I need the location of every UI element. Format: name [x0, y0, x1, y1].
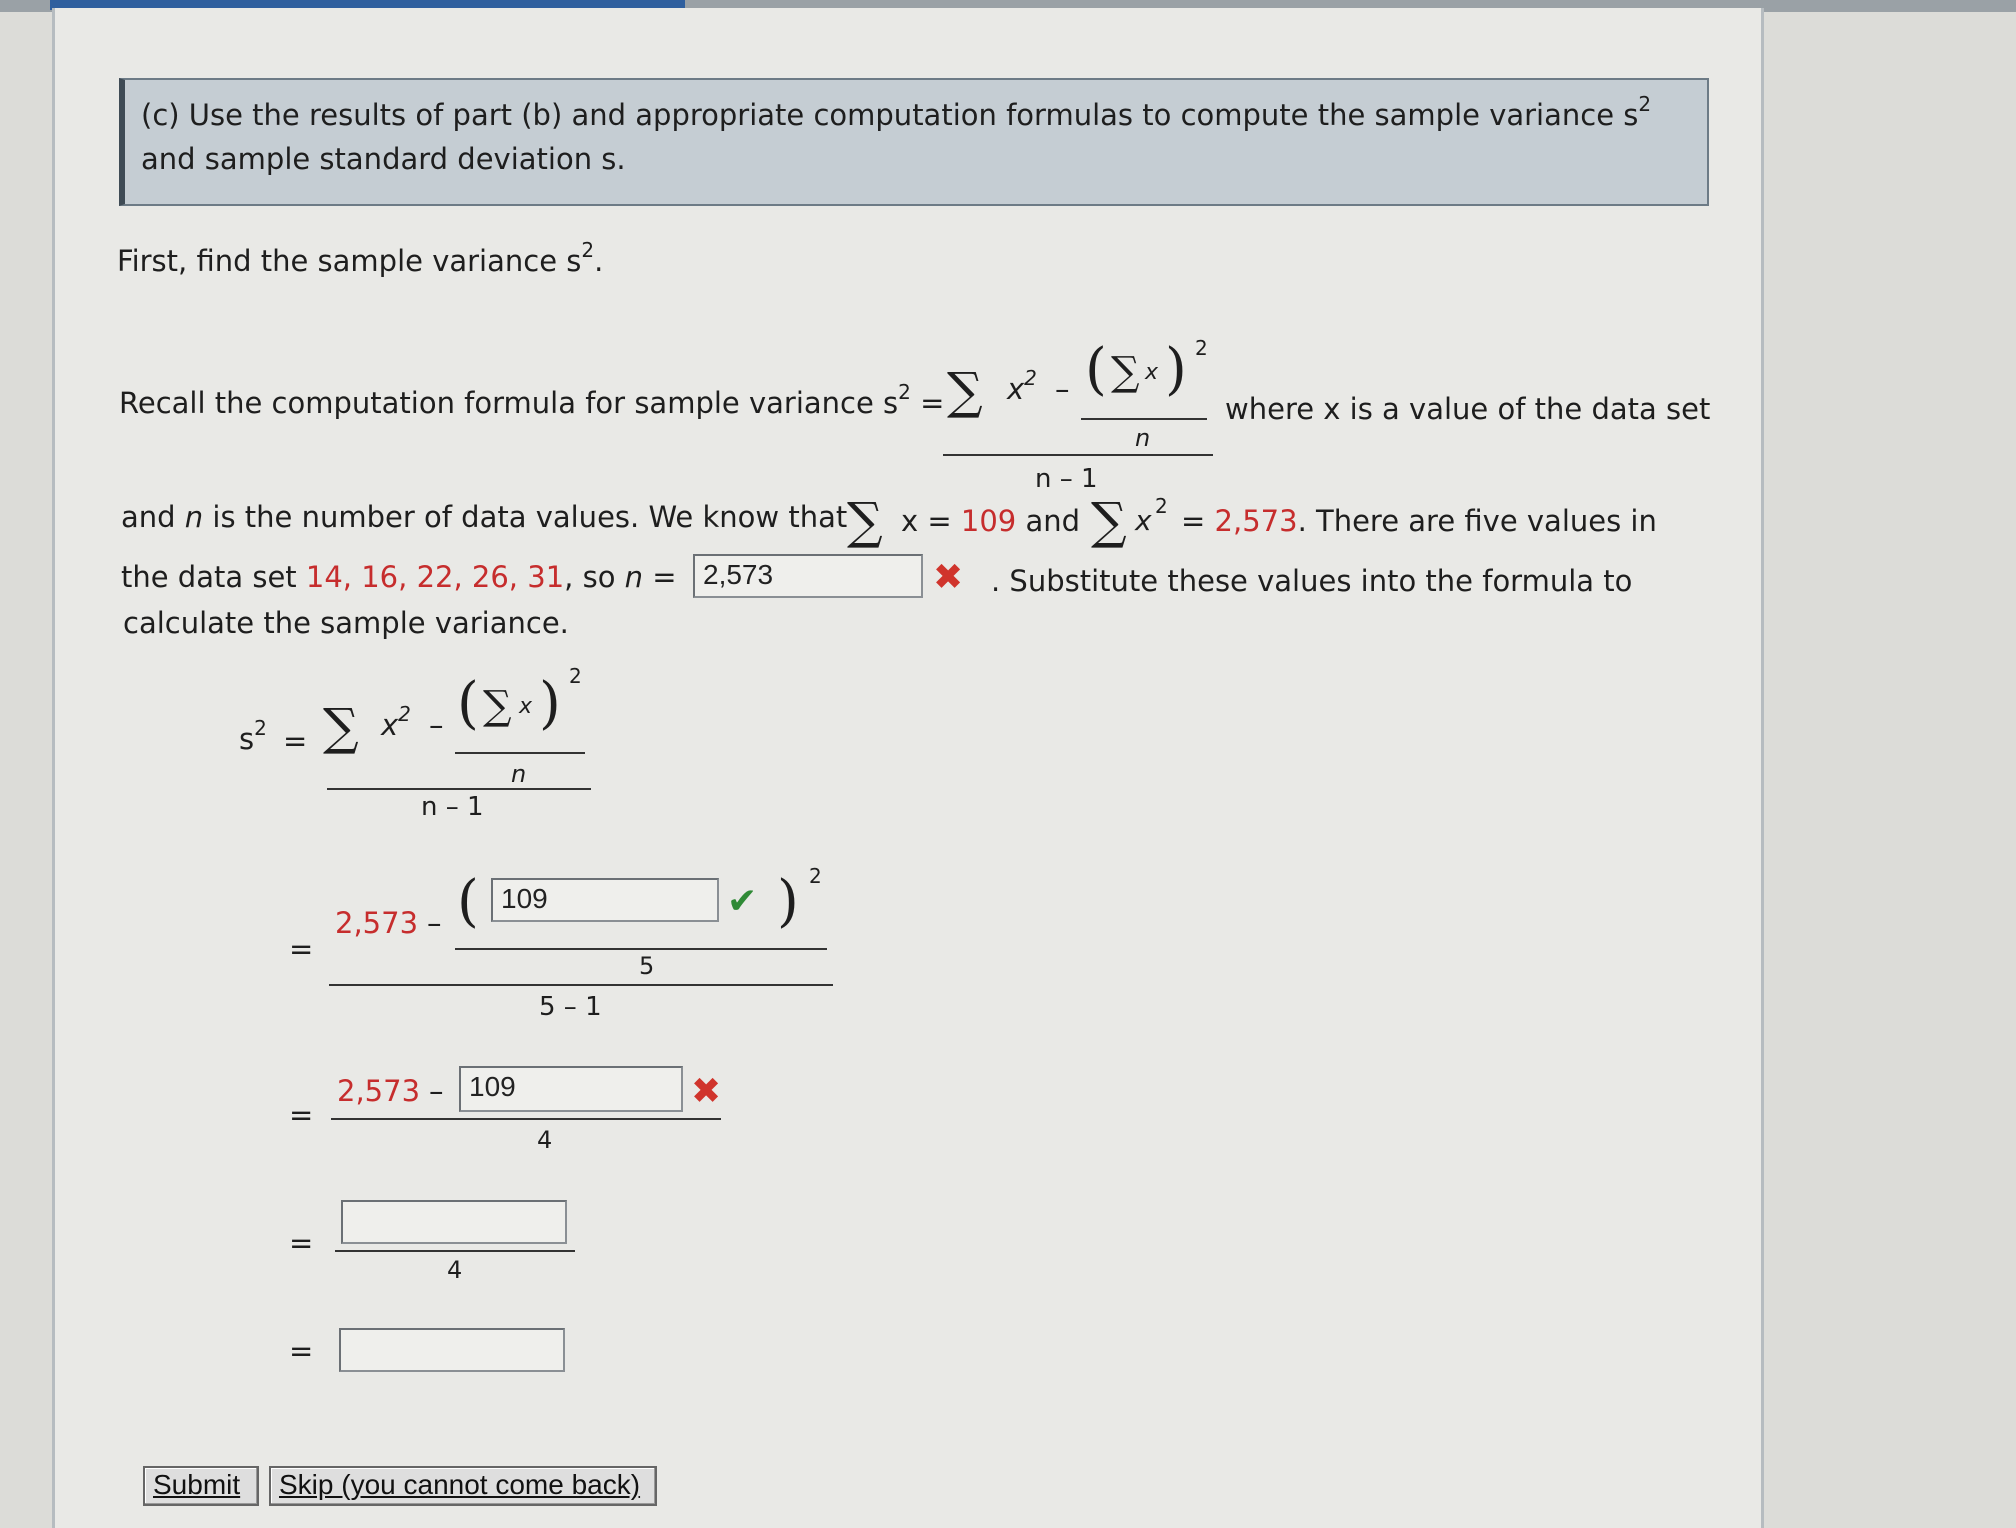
calc-inner-x: x — [519, 694, 533, 719]
sum-x-value: 109 — [960, 504, 1017, 538]
step1-left-paren: ( — [457, 869, 479, 934]
formula-n: n — [1135, 424, 1151, 452]
calc-right-paren: ) — [539, 671, 561, 736]
step1-divisor: 5 — [639, 952, 655, 980]
prompt-text: (c) Use the results of part (b) and appropriate computation formulas to compute the sample variance s — [141, 98, 1639, 132]
step1-right-paren: ) — [777, 869, 799, 934]
wrong-mark-icon: ✖ — [691, 1071, 722, 1112]
sigma-icon: ∑ — [847, 492, 883, 550]
skip-button[interactable]: Skip (you cannot come back) — [269, 1466, 657, 1506]
sum-x2-line — [1181, 504, 1657, 538]
sum-x2-exponent: 2 — [1155, 494, 1168, 518]
and-word-2: and — [1025, 504, 1081, 538]
submit-button[interactable]: Submit — [143, 1466, 259, 1506]
step2-sumx2: 2,573 — [337, 1074, 421, 1108]
substitute-text: . Substitute these values into the formula to — [991, 564, 1633, 598]
first-text: First, find the sample variance s — [117, 244, 582, 278]
formula-denominator: n – 1 — [1035, 464, 1098, 494]
sigma-icon: ∑ — [323, 698, 359, 756]
step2-bar — [331, 1118, 721, 1120]
formula-right-paren: ) — [1165, 337, 1187, 402]
formula-x2 — [1007, 366, 1037, 406]
five-values-text: . There are five values in — [1297, 504, 1657, 538]
s2-equals: = — [283, 724, 308, 758]
step1-exponent: 2 — [809, 864, 822, 888]
prompt-line-1 — [141, 92, 1652, 132]
step1-main-bar — [329, 984, 833, 986]
formula-exponent: 2 — [1195, 336, 1208, 360]
calc-x: x — [381, 708, 399, 742]
wrong-mark-icon: ✖ — [933, 557, 964, 598]
first-instruction — [117, 238, 604, 278]
s-superscript: 2 — [254, 716, 267, 740]
sum-x-line — [901, 504, 1080, 538]
formula-x: x — [1007, 372, 1025, 406]
step1-sumx-input[interactable]: 109 — [491, 878, 719, 922]
first-superscript: 2 — [581, 238, 595, 262]
calc-x2 — [381, 702, 411, 742]
step1-equals: = — [289, 932, 314, 966]
calc-main-bar — [327, 788, 591, 790]
step2-denominator: 4 — [537, 1126, 553, 1154]
calc-square: 2 — [398, 702, 411, 726]
step3-bar — [335, 1250, 575, 1252]
we-know-text: is the number of data values. We know that — [212, 500, 848, 534]
sum-x2-x: x — [1135, 504, 1152, 537]
calc-n: n — [511, 760, 527, 788]
step1-minus: – — [427, 906, 442, 940]
para-line-2 — [121, 560, 677, 594]
equals-2: = — [1181, 504, 1206, 538]
so-text: , so — [564, 560, 616, 594]
first-period: . — [594, 244, 604, 278]
and-word: and — [121, 500, 176, 534]
formula-inner-bar — [1081, 418, 1207, 420]
sigma-icon: ∑ — [1111, 349, 1140, 395]
step4-input[interactable] — [339, 1328, 565, 1372]
calc-denominator: n – 1 — [421, 792, 484, 822]
recall-label: Recall the computation formula for sample variance s — [119, 386, 899, 420]
step4-equals: = — [289, 1334, 314, 1368]
calc-exponent: 2 — [569, 664, 582, 688]
sigma-icon: ∑ — [1091, 492, 1127, 550]
formula-minus: – — [1055, 372, 1070, 406]
prompt-superscript: 2 — [1638, 92, 1652, 116]
formula-main-bar — [943, 454, 1213, 456]
step1-sumx2: 2,573 — [335, 906, 419, 940]
data-set-text: the data set — [121, 560, 297, 594]
s-letter: s — [239, 722, 255, 756]
x-equals: x = — [901, 504, 952, 538]
sigma-icon: ∑ — [947, 362, 983, 420]
formula-left-paren: ( — [1085, 337, 1107, 402]
n-equals: n = — [624, 560, 677, 594]
step2-minus: – — [429, 1074, 444, 1108]
calc-left-paren: ( — [457, 671, 479, 736]
recall-text — [119, 380, 945, 420]
step2-input[interactable]: 109 — [459, 1066, 683, 1112]
step2-equals: = — [289, 1098, 314, 1132]
checkmark-icon: ✔ — [727, 881, 758, 922]
step3-denominator: 4 — [447, 1256, 463, 1284]
recall-superscript: 2 — [898, 380, 911, 404]
calc-inner-bar — [455, 752, 585, 754]
s2-symbol — [239, 716, 267, 756]
prompt-line-2: and sample standard deviation s. — [141, 142, 626, 176]
formula-inner-x: x — [1145, 360, 1159, 385]
calc-minus: – — [429, 708, 444, 742]
sigma-icon: ∑ — [483, 683, 512, 729]
n-symbol: n — [184, 500, 204, 534]
sum-x2-value: 2,573 — [1214, 504, 1298, 538]
recall-equals: = — [920, 386, 945, 420]
formula-square: 2 — [1024, 366, 1037, 390]
question-prompt-box — [119, 78, 1709, 206]
para-line-1 — [121, 500, 847, 534]
para-line-3: calculate the sample variance. — [123, 606, 569, 640]
where-text: where x is a value of the data set — [1225, 392, 1711, 426]
step3-equals: = — [289, 1226, 314, 1260]
question-panel — [52, 8, 1764, 1528]
step3-input[interactable] — [341, 1200, 567, 1244]
data-values: 14, 16, 22, 26, 31 — [305, 560, 565, 594]
n-input[interactable]: 2,573 — [693, 554, 923, 598]
step1-inner-bar — [455, 948, 827, 950]
step1-denominator: 5 – 1 — [539, 992, 602, 1022]
